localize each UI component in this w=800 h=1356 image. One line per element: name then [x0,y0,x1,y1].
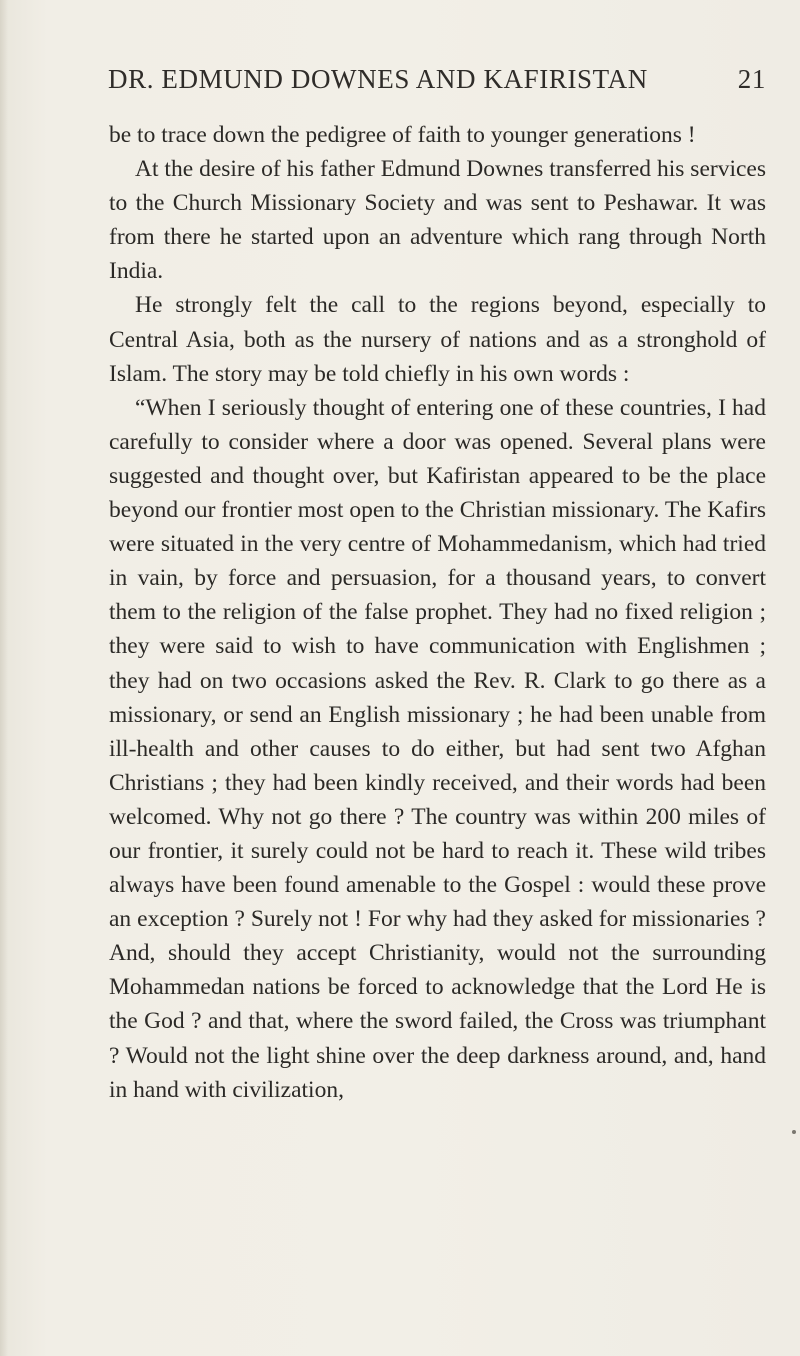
paragraph-quotation: “When I seriously thought of entering one of these countries, I had carefully to consider where a door was opened. Several plans were suggested and thought over, but Kafiristan appeared to be the place beyond our frontier most open to the Christian missionary. The Kafirs were situated in the very centre of Mohammedanism, which had tried in vain, by force and persuasion, for a thousand years, to convert them to the religion of the false prophet. They had no fixed religion ; they were said to wish to have communication with Englishmen ; they had on two occasions asked the Rev. R. Clark to go there as a missionary, or send an English missionary ; he had been unable from ill-health and other causes to do either, but had sent two Afghan Christians ; they had been kindly received, and their words had been welcomed. Why not go there ? The country was within 200 miles of our frontier, it surely could not be hard to reach it. These wild tribes always have been found amenable to the Gospel : would these prove an exception ? Surely not ! For why had they asked for missionaries ? And, should they accept Christianity, would not the surrounding Mohammedan nations be forced to acknowledge that the Lord He is the God ? and that, where the sword failed, the Cross was triumphant ? Would not the light shine over the deep darkness around, and, hand in hand with civilization, [109,394,766,1103]
page-gutter-shadow [0,0,8,1356]
running-title: DR. EDMUND DOWNES AND KAFIRISTAN [108,64,648,94]
paragraph: At the desire of his father Edmund Downes transferred his services to the Church Missionary Society and was sent to Peshawar. It was from there he started upon an adventure which rang through North India. [109,156,766,285]
margin-speck [792,1130,796,1134]
paragraph-continuation: be to trace down the pedigree of faith to younger generations ! [109,122,696,148]
running-head [108,64,776,104]
body-text [109,118,766,1107]
paragraph: He strongly felt the call to the regions beyond, especially to Central Asia, both as the nursery of nations and as a stronghold of Islam. The story may be told chiefly in his own words : [109,292,766,387]
page-number: 21 [737,64,766,94]
